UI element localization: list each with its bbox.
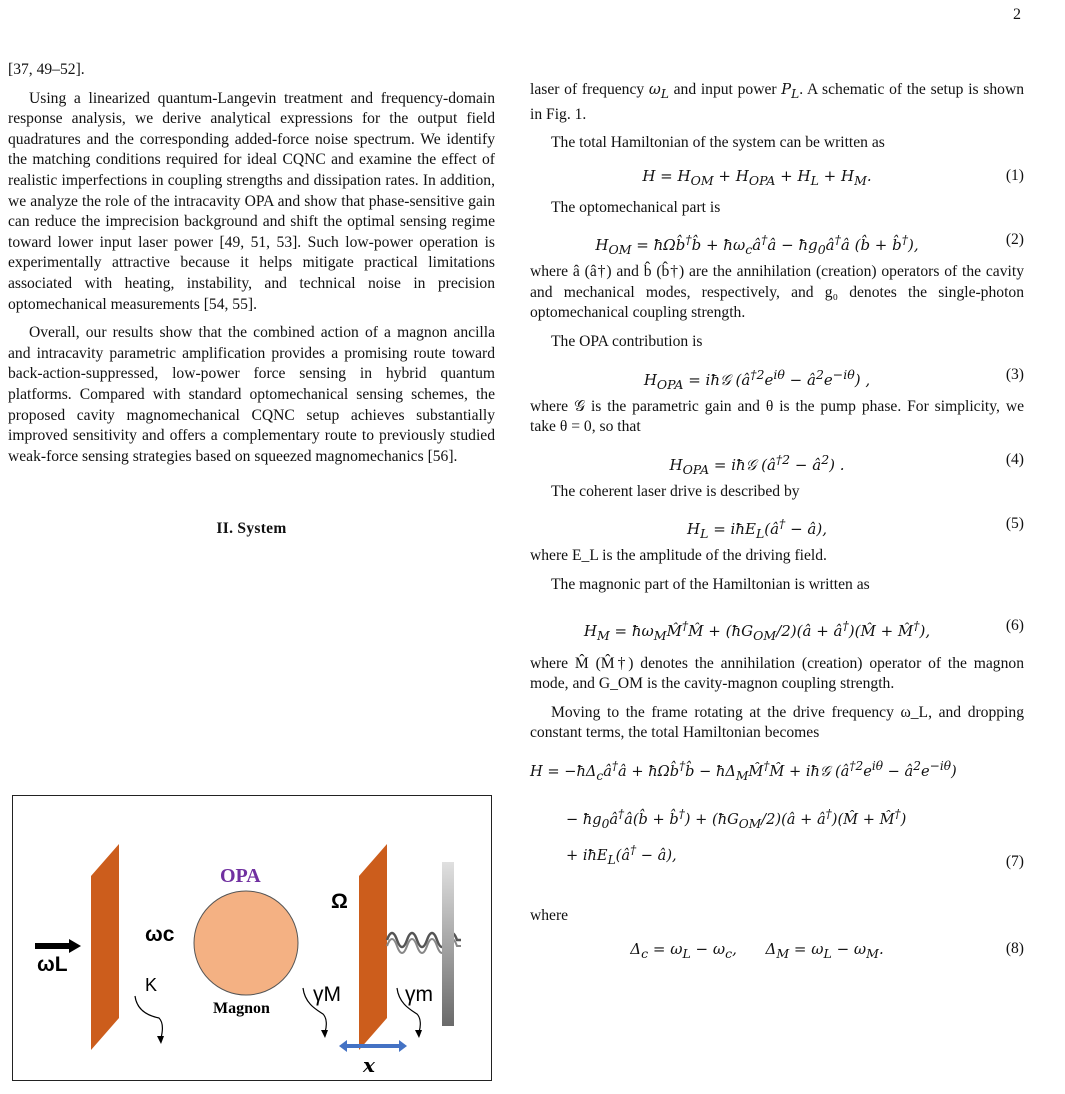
Omega-label: Ω (331, 890, 348, 913)
paragraph-where: where (530, 907, 569, 924)
setup-figure (12, 795, 492, 1081)
gamma-m-label: γm (405, 983, 433, 1006)
paragraph-gain: where 𝒢 is the parametric gain and θ is the pump phase. For simplicity, we take θ = 0, so that (530, 397, 1024, 436)
paragraph-total-hamiltonian: The total Hamiltonian of the system can be written as (551, 134, 885, 152)
paragraph-amplitude: where E_L is the amplitude of the driving field. (530, 547, 827, 565)
paragraph-rotating-frame: Moving to the frame rotating at the drive frequency ω_L, and dropping constant terms, the total Hamiltonian becomes (530, 703, 1024, 742)
magnon-sphere (194, 891, 298, 995)
equation-2: $H_{OM}$ = ħΩb̂†b̂ + $ħ\omega_câ^\dagger â$ − $ħg_0â^\dagger â$ (b̂ + b̂†), (2) (595, 231, 1024, 258)
left-column (8, 60, 495, 540)
paragraph-method: Using a linearized quantum-Langevin treatment and frequency-domain response analysis, we derive analytical expressions for the output field quadratures and the corresponding added-force noise spectrum. We identify the matching conditions required for ideal CQNC and examine the effect of realistic imperfections in coupling strengths and dissipation rates. In addition, we analyze the role of the intracavity OPA and show that phase-sensitive gain can reduce the imprecision background and shift the optimal sensing regime toward lower input laser power [49, 51, 53]. Such low-power operation is experimentally attractive because it helps mitigate practical limitations associated with heating, instability, and technical noise in precision optomechanical measurements [54, 55]. (8, 89, 495, 313)
kappa-label: K (145, 975, 158, 995)
paragraph-magnon-mode: where M̂ (M̂†) denotes the annihilation (creation) operator of the magnon mode, and G_OM is the cavity-magnon coupling strength. (530, 654, 1024, 693)
paragraph-opa: The OPA contribution is (551, 333, 703, 351)
displacement-arrow (339, 1040, 407, 1052)
paragraph-magnonic: The magnonic part of the Hamiltonian is written as (551, 576, 870, 594)
kappa-decay-arrow (135, 996, 162, 1038)
x-label: x (363, 1053, 375, 1077)
equation-7: $H = -ħ\Delta_câ^\dagger â$ + ħΩb̂†b̂ − $ħ\Delta_MM̂^\dagger M̂$ + iħ𝒢 ($â^{\dagger 2}e^{i\theta}$ − $â^2e^{-i\theta}$) − $ħg_0â^\dagger â(b̂$ + b̂†) + $(ħG_{OM}/2)(â$ + â†)(M̂ + M̂†) + iħE$_L$(â† − â), (7) (530, 759, 1024, 870)
fixed-wall (442, 862, 454, 1026)
setup-schematic (13, 796, 491, 1080)
laser-arrow (35, 939, 81, 953)
equation-8: $\Delta_c = \omega_L - \omega_c$, $\Delta_M = \omega_L - \omega_M$. (8) (630, 939, 1024, 961)
section-heading: II. System (216, 520, 287, 538)
input-mirror (91, 844, 119, 1050)
equation-1: $H = H_{OM} + H_{OPA} + H_L + H_M$. (1) (642, 166, 1024, 188)
gamma-M-label: γM (313, 983, 341, 1006)
equation-5: $H_L$ = iħE$_L$(â† − â), (5) (687, 515, 1024, 542)
paragraph-refs: [37, 49–52]. (8, 61, 85, 78)
opa-label: OPA (220, 865, 261, 887)
omega-c-label: ωc (145, 923, 175, 946)
omega-l-label: ωL (37, 953, 68, 976)
equation-4: $H_{OPA}$ = iħ𝒢 ($â^{\dagger 2}$ − $â^2$) . (4) (669, 450, 1024, 477)
paragraph-laser: laser of frequency $\omega_L$ and input power $P_L$. A schematic of the setup is shown in Fig. 1. (530, 81, 1025, 123)
magnon-label: Magnon (213, 1000, 270, 1017)
paragraph-operators: where â (â†) and b̂ (b̂†) are the annihilation (creation) operators of the cavity and mechanical modes, respectively, and g₀ denotes the single-photon optomechanical coupling strength. (530, 263, 1024, 322)
right-column (530, 80, 1024, 971)
paragraph-drive: The coherent laser drive is described by (551, 482, 800, 500)
paragraph-optomech: The optomechanical part is (551, 198, 721, 216)
equation-3: $H_{OPA}$ = iħ𝒢 ($â^{\dagger 2}e^{i\theta}$ − $â^2e^{-i\theta}$) , (3) (643, 365, 1024, 392)
page-number: 2 (1013, 6, 1021, 23)
equation-6: $H_M$ = $ħ\omega_MM̂^\dagger M̂$ + $(ħG_{OM}/2)(â$ + â†)(M̂ + M̂†), (6) (583, 616, 1024, 643)
paragraph-conclusion: Overall, our results show that the combined action of a magnon ancilla and intracavity parametric amplification provides a promising route toward back-action-suppressed, low-power force sensing in hybrid quantum platforms. Compared with standard optomechanical sensing schemes, the proposed cavity magnomechanical CQNC setup achieves substantially improved sensitivity and offers a complementary route to previously studied weak-force sensing strategies based on squeezed magnomechanics [56]. (8, 324, 495, 465)
movable-mirror (359, 844, 387, 1050)
